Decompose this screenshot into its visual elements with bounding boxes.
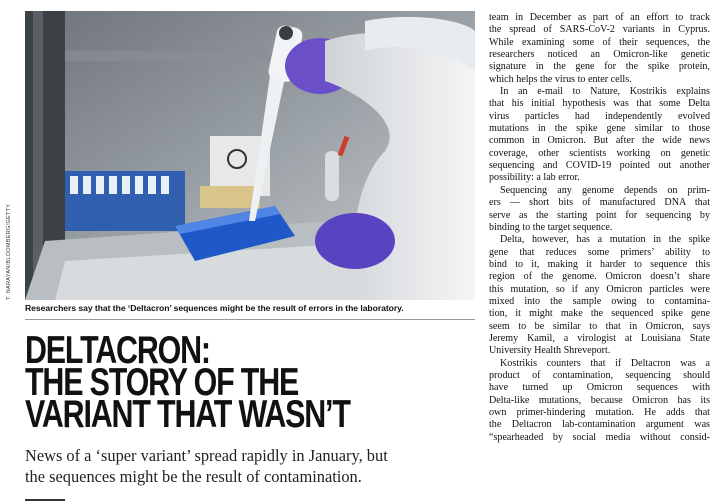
article-line: bind to it, making it harder to sequence this [489, 258, 710, 270]
article-line: coverage, other scientists working on genetic [489, 147, 710, 159]
standfirst-line: News of a ‘super variant’ spread rapidly in January, but [25, 446, 388, 465]
article-line: mutations in the spike gene similar to those [489, 123, 710, 135]
article-body [489, 12, 710, 444]
article-line: researchers noticed an Omicron-like genetic [489, 49, 710, 61]
caption-divider [25, 319, 475, 320]
article-line: product of contamination, sequencing should [489, 369, 710, 381]
lab-photo [25, 11, 475, 300]
article-line: Delta-like mutations, because Omicron has its [489, 394, 710, 406]
standfirst-line: the sequences might be the result of contamination. [25, 467, 362, 486]
article-line: region of the genome. Omicron doesn’t share [489, 271, 710, 283]
article-line: binding to the target sequence. [489, 221, 613, 233]
article-line: “spearheaded by social media without consid- [489, 431, 710, 443]
article-line: ers — short bits of manufactured DNA that [489, 197, 710, 209]
article-line: In an e-mail to Nature, Kostrikis explains [500, 86, 710, 98]
article-line: tion, it might make the sequenced spike gene [489, 308, 710, 320]
standfirst [25, 445, 485, 487]
article-line: Delta, however, has a mutation in the spike [500, 234, 710, 246]
article-line: gene that reduces some primers’ ability to [489, 246, 710, 258]
article-line: the Deltacron lab-contamination argument was [489, 419, 710, 431]
article-line: Kostrikis counters that if Deltacron was a [500, 357, 710, 369]
headline-line: DELTACRON: [25, 329, 210, 372]
article-line: the spread of SARS-CoV-2 variants in Cyprus. [489, 24, 710, 36]
article-line: signature in the gene for the spike protein, [489, 61, 710, 73]
headline-line: THE STORY OF THE [25, 361, 299, 404]
lab-pipette-photo-icon [25, 11, 475, 300]
article-line: While examining some of their sequences, the [489, 36, 710, 48]
headline-line: VARIANT THAT WASN’T [25, 393, 350, 436]
article-line: virus particles had independently evolved [489, 110, 710, 122]
photo-caption: Researchers say that the ‘Deltacron’ sequences might be the result of errors in the laboratory. [25, 303, 404, 313]
article-line: seem to be similar to that in Omicron, says [489, 320, 710, 332]
headline [25, 329, 376, 436]
article-line: Sequencing any genome depends on prim- [500, 184, 710, 196]
article-line: which helps the virus to enter cells. [489, 73, 632, 85]
article-line: sequencing and COVID-19 pointed out another [489, 160, 710, 172]
article-line: common in Omicron. But after the wide news [489, 135, 710, 147]
article-line: University Health Shreveport. [489, 345, 611, 357]
article-line: have turned up Omicron sequences with [489, 382, 710, 394]
article-line: this mutation, so if any Omicron particles were [489, 283, 710, 295]
article-line: own primer-hindering mutation. He adds that [489, 407, 710, 418]
photo-credit: T. NARAYAN/BLOOMBERG/GETTY [6, 203, 12, 301]
article-line: mixed into the sample owing to contamina- [489, 295, 710, 307]
article-line: team in December as part of an effort to track [489, 12, 710, 23]
article-line: that his initial hypothesis was that some Delta [489, 98, 710, 110]
article-line: possibility: a lab error. [489, 172, 580, 184]
byline-stub [25, 499, 65, 501]
article-line: serve as the starting point for sequencing by [489, 209, 710, 221]
article-line: Jeremy Kamil, a virologist at Louisiana State [489, 332, 710, 344]
